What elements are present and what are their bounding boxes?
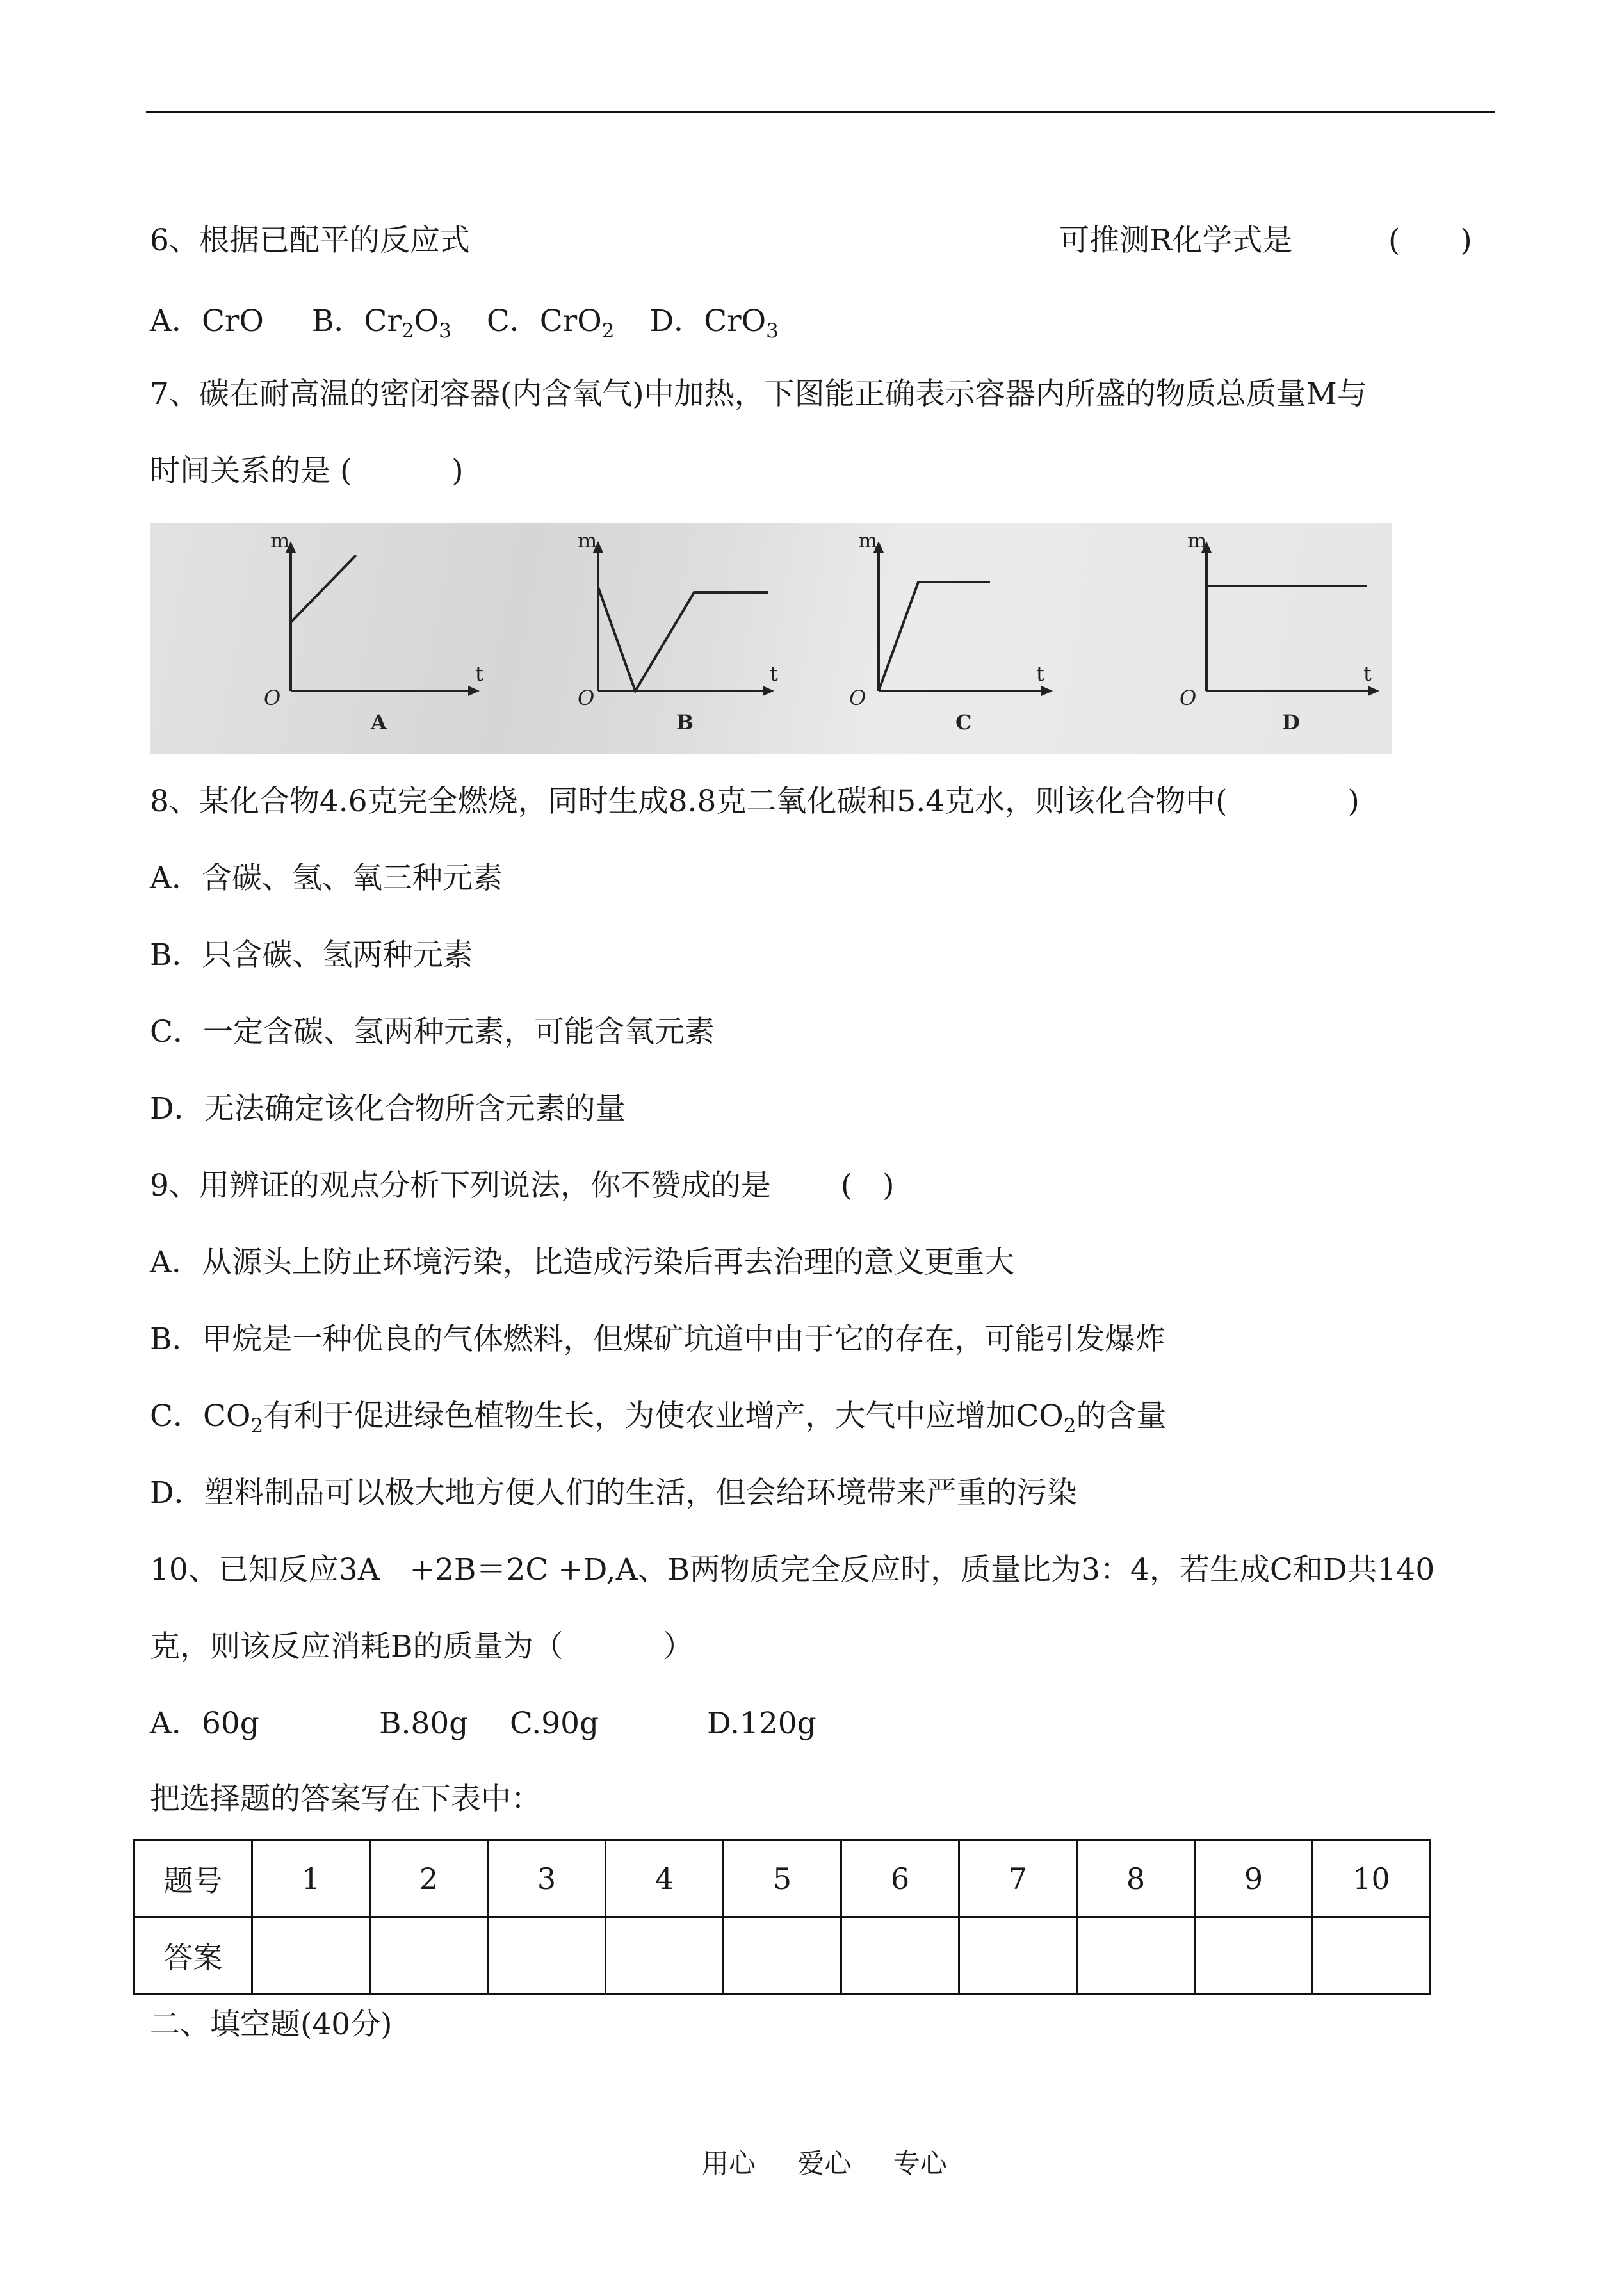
q6-option-b: B．$Cr_2O_3$ — [311, 304, 451, 343]
header-rule — [146, 111, 1495, 113]
graph-c-origin: O — [849, 686, 866, 710]
q7-stem-line2: 时间关系的是 ( ) — [150, 453, 464, 489]
q6-tail: 可推测R化学式是 — [1059, 223, 1293, 258]
graph-a-ylabel: m — [270, 528, 290, 553]
q9-option-c: C．$CO_2$有利于促进绿色植物生长，为使农业增产，大气中应增加$CO_2$的含量 — [150, 1399, 1167, 1438]
graph-b-ylabel: m — [578, 528, 597, 553]
q10-options — [150, 1705, 816, 1743]
graph-d — [1206, 547, 1373, 691]
question-number-cell: 9 — [1195, 1840, 1313, 1917]
graph-d-xlabel: t — [1363, 661, 1372, 686]
graph-c — [879, 547, 1046, 691]
graph-a-label: A — [371, 710, 387, 734]
question-number-cell: 1 — [252, 1840, 370, 1917]
answer-cell[interactable] — [959, 1917, 1077, 1994]
answer-cell[interactable] — [488, 1917, 606, 1994]
q6-option-a: A．CrO — [150, 304, 264, 339]
q6-option-c: C．CrO$_2$ — [486, 304, 615, 343]
graph-d-label: D — [1282, 710, 1300, 734]
footer-word-2: 爱心 — [797, 2148, 852, 2179]
graph-a-curve — [291, 555, 356, 622]
q9-option-d: D．塑料制品可以极大地方便人们的生活，但会给环境带来严重的污染 — [150, 1475, 1077, 1511]
graph-a-origin: O — [264, 686, 281, 710]
table-row-answers — [134, 1917, 1431, 1994]
graph-c-xlabel: t — [1036, 661, 1044, 686]
graph-b-label: B — [676, 710, 694, 734]
graph-d-origin: O — [1180, 686, 1197, 710]
graph-b-x-arrow — [763, 686, 774, 696]
q10-stem-line1: 10、已知反应3A +2B＝2C +D,A、B两物质完全反应时，质量比为3：4，若生成C和D共140 — [150, 1552, 1435, 1587]
q8-stem: 8、某化合物4.6克完全燃烧，同时生成8.8克二氧化碳和5.4克水，则该化合物中( ) — [150, 784, 1360, 819]
section-2-heading: 二、填空题(40分) — [150, 2007, 393, 2042]
answer-cell[interactable] — [606, 1917, 724, 1994]
q6-stem: 6、根据已配平的反应式 — [150, 223, 470, 258]
question-number-cell: 7 — [959, 1840, 1077, 1917]
graph-c-ylabel: m — [858, 528, 878, 553]
graph-a — [291, 547, 473, 691]
question-number-cell: 8 — [1077, 1840, 1195, 1917]
answer-cell[interactable] — [724, 1917, 841, 1994]
q10-option-a: A．60g — [150, 1706, 259, 1741]
row-header-number: 题号 — [134, 1840, 252, 1917]
answer-cell[interactable] — [841, 1917, 959, 1994]
answer-cell[interactable] — [252, 1917, 370, 1994]
q8-option-d: D．无法确定该化合物所含元素的量 — [150, 1091, 626, 1126]
q9-stem: 9、用辨证的观点分析下列说法，你不赞成的是 ( ) — [150, 1168, 895, 1203]
question-number-cell: 10 — [1313, 1840, 1431, 1917]
question-number-cell: 4 — [606, 1840, 724, 1917]
page-footer — [702, 2143, 980, 2181]
q8-option-c: C．一定含碳、氢两种元素，可能含氧元素 — [150, 1014, 715, 1050]
answer-table-intro: 把选择题的答案写在下表中： — [150, 1781, 541, 1817]
q6-bracket: ( ) — [1388, 223, 1472, 258]
q10-option-d: D.120g — [707, 1706, 816, 1741]
q6-options — [150, 302, 779, 341]
q10-stem-line2: 克，则该反应消耗B的质量为（ ） — [150, 1629, 694, 1664]
answer-table — [133, 1839, 1431, 1995]
graph-b-curve — [598, 587, 768, 691]
graph-b — [598, 547, 768, 691]
graph-c-label: C — [955, 710, 972, 734]
answer-cell[interactable] — [370, 1917, 488, 1994]
answer-cell[interactable] — [1077, 1917, 1195, 1994]
question-number-cell: 3 — [488, 1840, 606, 1917]
q7-stem-line1: 7、碳在耐高温的密闭容器(内含氧气)中加热，下图能正确表示容器内所盛的物质总质量M与 — [150, 377, 1367, 412]
question-number-cell: 5 — [724, 1840, 841, 1917]
graph-b-origin: O — [578, 686, 595, 710]
graph-d-x-arrow — [1368, 686, 1379, 696]
answer-cell[interactable] — [1195, 1917, 1313, 1994]
q8-option-b: B．只含碳、氢两种元素 — [150, 937, 473, 973]
graph-d-ylabel: m — [1187, 528, 1207, 553]
answer-cell[interactable] — [1313, 1917, 1431, 1994]
q7-graphs-figure — [150, 523, 1392, 754]
row-header-answer: 答案 — [134, 1917, 252, 1994]
q8-option-a: A．含碳、氢、氧三种元素 — [150, 861, 503, 896]
question-number-cell: 6 — [841, 1840, 959, 1917]
graph-a-x-arrow — [468, 686, 480, 696]
footer-word-1: 用心 — [702, 2148, 756, 2179]
q9-option-a: A．从源头上防止环境污染，比造成污染后再去治理的意义更重大 — [150, 1245, 1014, 1280]
q9-option-b: B．甲烷是一种优良的气体燃料，但煤矿坑道中由于它的存在，可能引发爆炸 — [150, 1322, 1165, 1357]
table-row-numbers — [134, 1840, 1431, 1917]
q10-option-b: B.80g — [379, 1706, 469, 1741]
question-number-cell: 2 — [370, 1840, 488, 1917]
q6-option-d: D．CrO$_3$ — [649, 304, 779, 343]
graph-b-xlabel: t — [770, 661, 778, 686]
graph-a-xlabel: t — [475, 661, 483, 686]
graph-c-curve — [879, 582, 990, 691]
q10-option-c: C.90g — [510, 1706, 599, 1741]
footer-word-3: 专心 — [893, 2148, 947, 2179]
graph-c-x-arrow — [1041, 686, 1053, 696]
q7-graphs-svg — [150, 523, 1392, 754]
